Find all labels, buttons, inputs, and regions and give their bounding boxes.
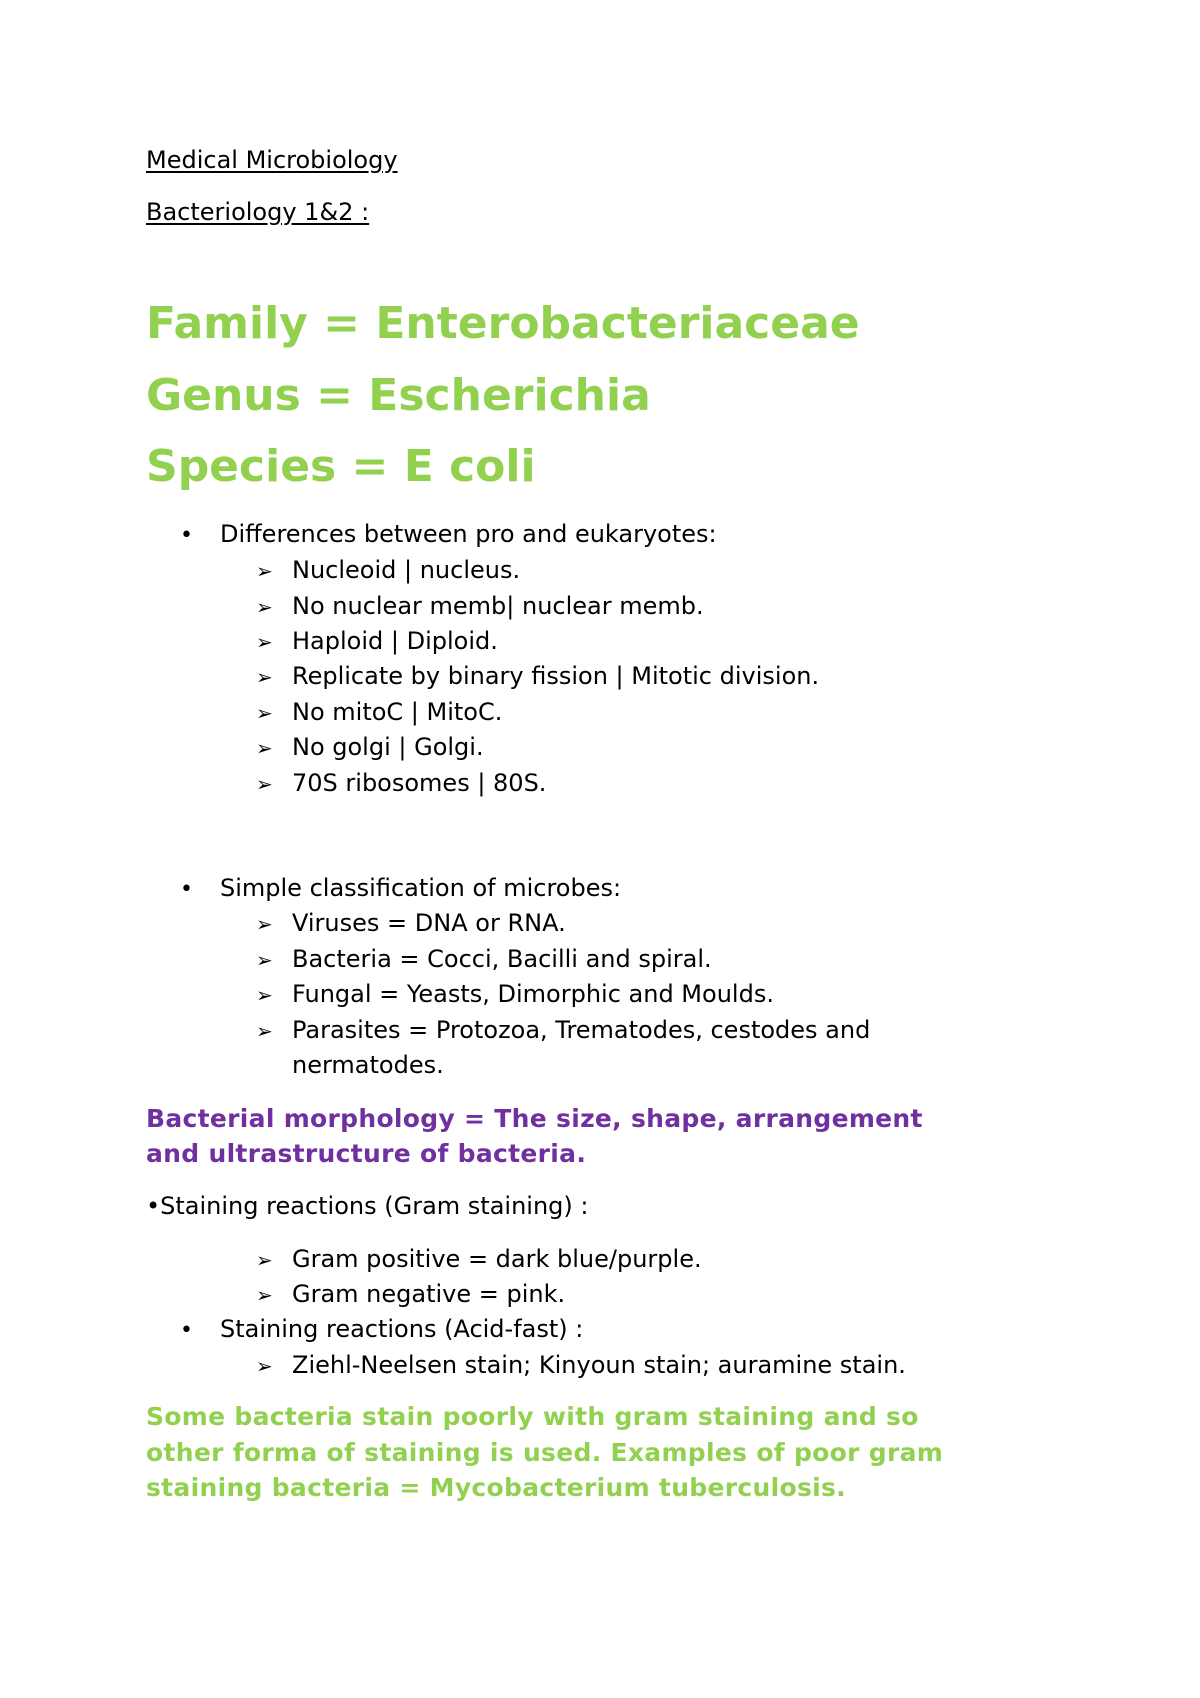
topic-title: Bacteriology 1&2 : [146,198,370,226]
arrow-bullet-icon: ➢ [256,1354,273,1378]
list-item-text: Haploid | Diploid. [292,627,498,655]
list-item [256,733,484,761]
arrow-bullet-icon: ➢ [256,595,273,619]
arrow-bullet-icon: ➢ [256,665,273,689]
morphology-line-1: Bacterial morphology = The size, shape, arrangement [146,1104,923,1133]
list-item [256,945,712,973]
arrow-bullet-icon: ➢ [256,736,273,760]
list-item [256,1280,565,1308]
list-item-text: 70S ribosomes | 80S. [292,769,547,797]
note-line-1: Some bacteria stain poorly with gram staining and so [146,1402,919,1431]
note-line-3: staining bacteria = Mycobacterium tuberculosis. [146,1473,846,1502]
list-item [256,556,520,584]
list-item-text: No golgi | Golgi. [292,733,484,761]
acidfast-title [180,1315,583,1343]
list-item [256,592,704,620]
arrow-bullet-icon: ➢ [256,948,273,972]
differences-title [180,520,717,548]
list-item [256,662,819,690]
list-item [256,980,774,1008]
list-item-text: Replicate by binary fission | Mitotic division. [292,662,820,690]
gram-staining-title: •Staining reactions (Gram staining) : [146,1192,589,1220]
classification-title-text: Simple classification of microbes: [220,874,622,902]
list-item-text: Gram negative = pink. [292,1280,566,1308]
list-item [256,1351,906,1379]
bullet-icon: • [180,1318,193,1343]
species-heading: Species = E coli [146,441,536,492]
list-item-continuation: nermatodes. [292,1051,444,1079]
morphology-line-2: and ultrastructure of bacteria. [146,1139,587,1168]
list-item-text: No nuclear memb| nuclear memb. [292,592,704,620]
arrow-bullet-icon: ➢ [256,559,273,583]
arrow-bullet-icon: ➢ [256,630,273,654]
genus-heading: Genus = Escherichia [146,370,651,421]
arrow-bullet-icon: ➢ [256,1248,273,1272]
list-item-text: Ziehl-Neelsen stain; Kinyoun stain; auramine stain. [292,1351,906,1379]
note-line-2: other forma of staining is used. Examples of poor gram [146,1438,944,1467]
list-item [256,698,502,726]
classification-title [180,874,621,902]
list-item-text: Parasites = Protozoa, Trematodes, cestodes and [292,1016,871,1044]
family-heading: Family = Enterobacteriaceae [146,298,860,349]
arrow-bullet-icon: ➢ [256,912,273,936]
arrow-bullet-icon: ➢ [256,701,273,725]
list-item [256,627,498,655]
list-item [256,769,546,797]
list-item-text: Bacteria = Cocci, Bacilli and spiral. [292,945,712,973]
list-item [256,1016,870,1044]
arrow-bullet-icon: ➢ [256,772,273,796]
course-title: Medical Microbiology [146,146,398,174]
differences-title-text: Differences between pro and eukaryotes: [220,520,717,548]
list-item [256,909,566,937]
bullet-icon: • [180,877,193,902]
acidfast-title-text: Staining reactions (Acid-fast) : [220,1315,584,1343]
bullet-icon: • [180,523,193,548]
arrow-bullet-icon: ➢ [256,1019,273,1043]
arrow-bullet-icon: ➢ [256,983,273,1007]
list-item-text: Nucleoid | nucleus. [292,556,521,584]
list-item [256,1245,702,1273]
list-item-text: Fungal = Yeasts, Dimorphic and Moulds. [292,980,774,1008]
list-item-text: Viruses = DNA or RNA. [292,909,566,937]
arrow-bullet-icon: ➢ [256,1283,273,1307]
list-item-text: No mitoC | MitoC. [292,698,503,726]
list-item-text: Gram positive = dark blue/purple. [292,1245,702,1273]
